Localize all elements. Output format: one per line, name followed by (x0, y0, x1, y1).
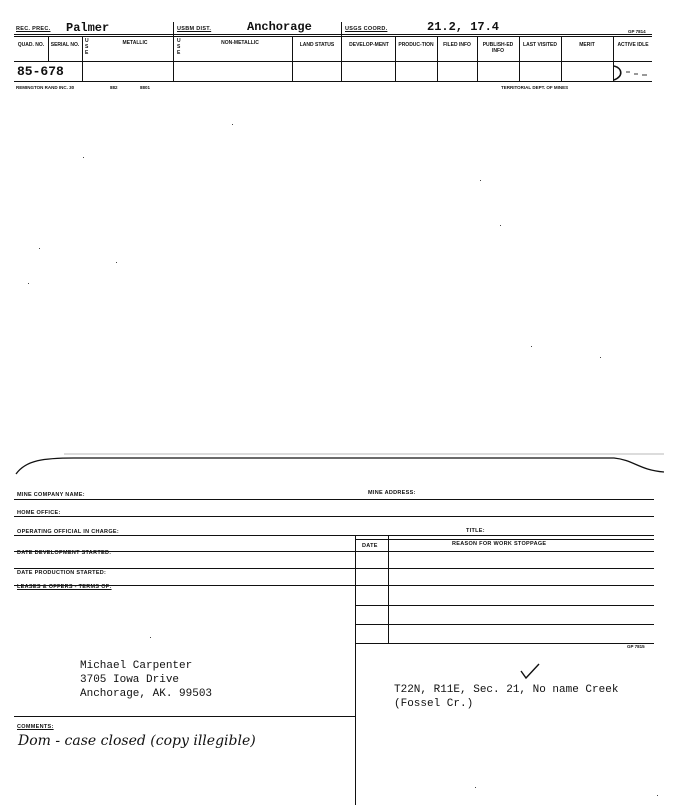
rule-comments (14, 716, 355, 717)
speck (150, 637, 151, 638)
handwritten-comment: Dom - case closed (copy illegible) (18, 733, 256, 749)
col-published-info: PUBLISH-ED INFO (482, 42, 514, 54)
title-label: TITLE: (466, 528, 485, 534)
rule-dev-started (14, 568, 654, 569)
col-div-quad (48, 36, 49, 61)
rule-date-header-top (355, 539, 654, 540)
prod-started-label: DATE PRODUCTION STARTED: (17, 570, 107, 576)
printer-imprint: REMINGTON RAND INC. 30 (16, 85, 75, 90)
col-use-letters-nonmet: U S E (177, 38, 181, 56)
speck (531, 346, 532, 347)
speck (39, 248, 40, 249)
mine-address-label: MINE ADDRESS: (368, 490, 416, 496)
rec-prec-value: Palmer (66, 21, 110, 35)
home-office-label: HOME OFFICE: (17, 510, 61, 516)
col-div-dev (395, 36, 396, 81)
owner-city: Anchorage, AK. 99503 (80, 688, 213, 700)
rule-mine-company (14, 499, 654, 500)
usbm-dist-label: USBM DIST. (177, 26, 212, 32)
col-last-visited: LAST VISITED (523, 42, 557, 48)
printer-code-2: 8801 (140, 85, 151, 90)
col-div-prod (437, 36, 438, 81)
location-creek: (Fossel Cr.) (394, 698, 474, 710)
col-active-idle: ACTIVE IDLE (617, 42, 649, 48)
speck (83, 157, 84, 158)
rule-stoppage-3 (355, 643, 654, 644)
rule-home-office (14, 516, 654, 517)
speck (116, 262, 117, 263)
leases-label: LEASES & OFFERS - TERMS OF: (17, 584, 112, 590)
col-div-filed (477, 36, 478, 81)
col-land-status: LAND STATUS (299, 42, 335, 48)
col-div-nonmet (292, 36, 293, 81)
rec-prec-label: REC. PREC. (16, 26, 51, 32)
rule-stoppage-1 (355, 605, 654, 606)
speck (480, 180, 481, 181)
col-filed-info: FILED INFO (443, 42, 471, 48)
usbm-dist-value: Anchorage (247, 20, 312, 34)
header-divider-1 (173, 22, 174, 81)
usgs-coord-label: USGS COORD. (345, 26, 388, 32)
lower-main-divider (355, 535, 356, 805)
form-number-lower: GP 7815 (627, 644, 645, 649)
speck (657, 795, 658, 796)
col-production: PRODUC-TION (398, 42, 434, 48)
department-imprint: TERRITORIAL DEPT. OF MINES (501, 85, 569, 90)
col-serial-no: SERIAL NO. (50, 42, 80, 48)
mine-company-label: MINE COMPANY NAME: (17, 492, 85, 498)
record-bottom-rule (14, 81, 652, 82)
header-bottom-rule (14, 34, 652, 35)
col-merit: MERIT (579, 42, 595, 48)
card-top-edge (14, 448, 664, 488)
col-div-last (561, 36, 562, 81)
location-legal: T22N, R11E, Sec. 21, No name Creek (394, 684, 619, 696)
owner-street: 3705 Iowa Drive (80, 674, 180, 686)
usgs-coord-value: 21.2, 17.4 (427, 20, 500, 34)
checkmark-icon (518, 662, 542, 682)
active-check-mark (600, 58, 660, 86)
owner-name: Michael Carpenter (80, 660, 193, 672)
header-bottom-rule-2 (14, 36, 652, 37)
speck (500, 225, 501, 226)
date-column-divider (388, 535, 389, 643)
reason-label: REASON FOR WORK STOPPAGE (452, 541, 547, 547)
speck (232, 124, 233, 125)
col-div-pub (519, 36, 520, 81)
speck (475, 787, 476, 788)
col-use-letters-met: U S E (85, 38, 89, 56)
printer-code-1: 882 (110, 85, 118, 90)
col-div-serial (82, 36, 83, 81)
date-label: DATE (362, 543, 378, 549)
speck (28, 283, 29, 284)
serial-value: 85-678 (17, 64, 64, 79)
speck (600, 357, 601, 358)
col-development: DEVELOP-MENT (349, 42, 389, 48)
rule-stoppage-2 (355, 624, 654, 625)
rule-operating (14, 535, 654, 536)
col-metallic: METALLIC (122, 40, 148, 46)
header-divider-2 (341, 22, 342, 81)
operating-official-label: OPERATING OFFICIAL IN CHARGE: (17, 529, 119, 535)
col-quad-no: QUAD. NO. (17, 42, 45, 48)
col-non-metallic: NON-METALLIC (221, 40, 259, 46)
form-number: GP 7814 (628, 29, 646, 34)
comments-label: COMMENTS: (17, 724, 54, 730)
column-head-rule (14, 61, 652, 62)
dev-started-label: DATE DEVELOPMENT STARTED: (17, 550, 112, 556)
